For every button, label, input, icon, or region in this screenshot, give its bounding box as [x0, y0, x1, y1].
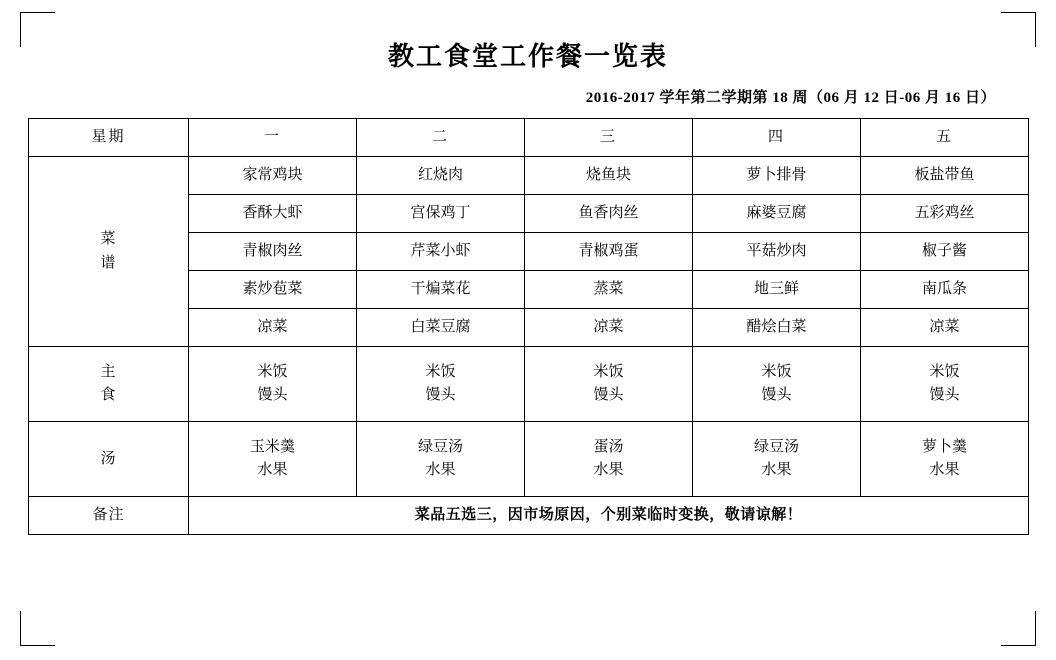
dish-cell: 凉菜 [525, 309, 693, 347]
note-text: 菜品五选三，因市场原因，个别菜临时变换，敬请谅解！ [189, 497, 1029, 535]
dish-cell: 萝卜排骨 [693, 157, 861, 195]
dish-cell: 椒子酱 [861, 233, 1029, 271]
dish-cell: 五彩鸡丝 [861, 195, 1029, 233]
dish-cell: 香酥大虾 [189, 195, 357, 233]
row-label-dishes-char-2: 谱 [100, 254, 117, 271]
dish-cell: 鱼香肉丝 [525, 195, 693, 233]
dish-cell: 凉菜 [189, 309, 357, 347]
dish-cell: 南瓜条 [861, 271, 1029, 309]
menu-table [28, 118, 1029, 535]
dish-cell: 家常鸡块 [189, 157, 357, 195]
dish-cell: 素炒苞菜 [189, 271, 357, 309]
soup-cell [525, 422, 693, 497]
staple-item: 馒头 [425, 387, 456, 403]
dish-cell: 麻婆豆腐 [693, 195, 861, 233]
soup-item: 萝卜羹 [921, 438, 967, 455]
staple-item: 米饭 [761, 363, 792, 380]
staple-cell [525, 347, 693, 422]
staple-cell [189, 347, 357, 422]
soup-item: 绿豆汤 [417, 438, 463, 455]
header-corner-label: 星期 [29, 119, 189, 157]
dish-cell: 地三鲜 [693, 271, 861, 309]
staple-item: 米饭 [593, 363, 624, 380]
row-label-dishes-char-1: 菜 [100, 231, 117, 248]
soup-cell [693, 422, 861, 497]
soup-item: 水果 [929, 462, 960, 478]
table-row-header [29, 119, 1029, 157]
staple-cell [693, 347, 861, 422]
table-row-dishes-1 [29, 157, 1029, 195]
staple-item: 馒头 [257, 387, 288, 403]
header-day-1: 一 [189, 119, 357, 157]
row-label-dishes [29, 157, 189, 347]
dish-cell: 干煸菜花 [357, 271, 525, 309]
table-row-soup [29, 422, 1029, 497]
soup-item: 蛋汤 [593, 438, 624, 455]
dish-cell: 板盐带鱼 [861, 157, 1029, 195]
row-label-staple [29, 347, 189, 422]
page-subtitle: 2016-2017 学年第二学期第 18 周（06 月 12 日-06 月 16 日） [585, 90, 996, 106]
soup-cell [861, 422, 1029, 497]
header-day-4: 四 [693, 119, 861, 157]
staple-item: 米饭 [425, 363, 456, 380]
soup-cell [189, 422, 357, 497]
staple-item: 馒头 [929, 387, 960, 403]
dish-cell: 凉菜 [861, 309, 1029, 347]
table-row-staple [29, 347, 1029, 422]
dish-cell: 白菜豆腐 [357, 309, 525, 347]
staple-item: 米饭 [257, 363, 288, 380]
header-day-2: 二 [357, 119, 525, 157]
soup-cell [357, 422, 525, 497]
staple-cell [861, 347, 1029, 422]
staple-item: 米饭 [929, 363, 960, 380]
soup-item: 玉米羹 [249, 438, 295, 455]
dish-cell: 宫保鸡丁 [357, 195, 525, 233]
dish-cell: 红烧肉 [357, 157, 525, 195]
dish-cell: 平菇炒肉 [693, 233, 861, 271]
row-label-staple-char-1: 主 [100, 363, 117, 380]
header-day-3: 三 [525, 119, 693, 157]
staple-item: 馒头 [761, 387, 792, 403]
soup-item: 水果 [761, 462, 792, 478]
dish-cell: 青椒肉丝 [189, 233, 357, 271]
page-title: 教工食堂工作餐一览表 [387, 42, 668, 71]
soup-item: 水果 [593, 462, 624, 478]
soup-item: 绿豆汤 [753, 438, 799, 455]
dish-cell: 芹菜小虾 [357, 233, 525, 271]
crop-mark-bottom-left [20, 611, 55, 646]
soup-item: 水果 [257, 462, 288, 478]
dish-cell: 醋烩白菜 [693, 309, 861, 347]
staple-cell [357, 347, 525, 422]
staple-item: 馒头 [593, 387, 624, 403]
row-label-note: 备注 [29, 497, 189, 535]
dish-cell: 蒸菜 [525, 271, 693, 309]
dish-cell: 烧鱼块 [525, 157, 693, 195]
dish-cell: 青椒鸡蛋 [525, 233, 693, 271]
row-label-soup: 汤 [29, 422, 189, 497]
row-label-staple-char-2: 食 [100, 387, 117, 403]
table-row-note [29, 497, 1029, 535]
crop-mark-bottom-right [1001, 611, 1036, 646]
header-day-5: 五 [861, 119, 1029, 157]
soup-item: 水果 [425, 462, 456, 478]
